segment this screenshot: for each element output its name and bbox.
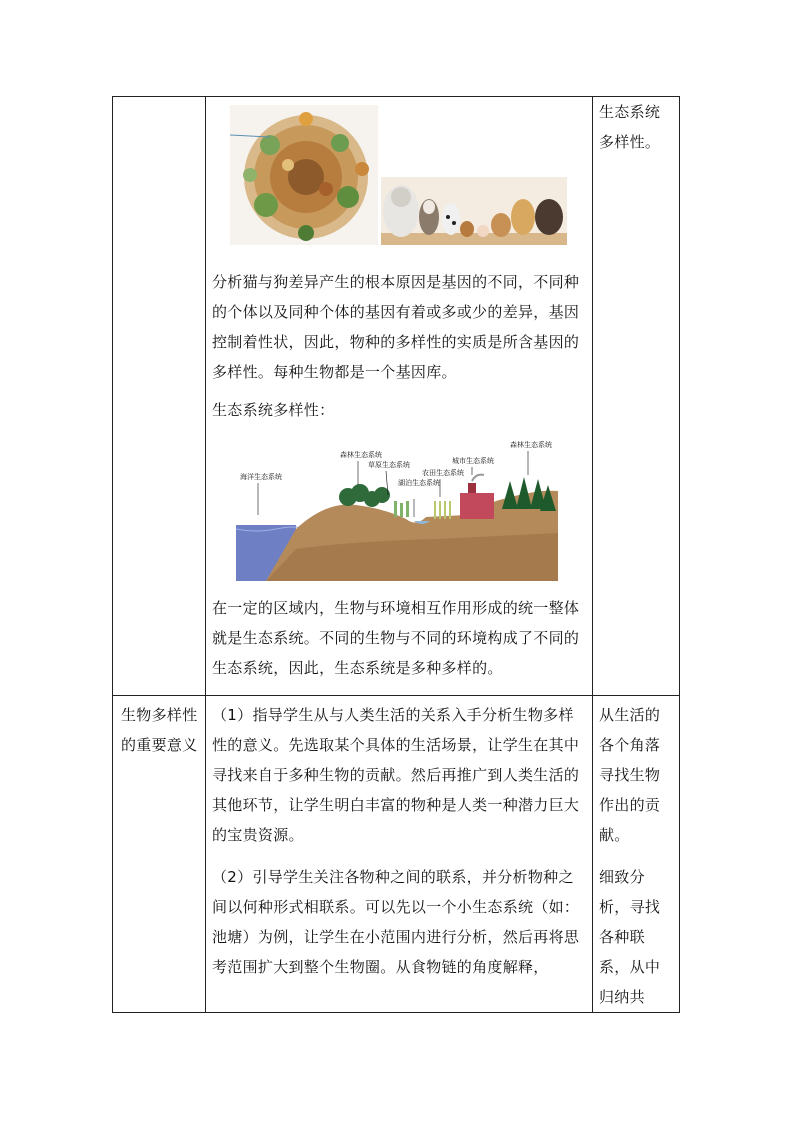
- label-city-ecosystem: 城市生态系统: [452, 457, 494, 465]
- table-cell-content: [206, 97, 593, 696]
- significance-paragraph-1: （1）指导学生从与人类生活的关系入手分析生物多样性的意义。先选取某个具体的生活场景，让学生在其中寻找来自于多种生物的贡献。然后再推广到人类生活的其他环节，让学生明白丰富的物种是人类一种潜力巨大的宝贵资源。: [212, 706, 580, 844]
- dog-breeds-photo: [381, 177, 567, 245]
- table-cell-note: [593, 696, 680, 1013]
- label-farmland-ecosystem: 农田生态系统: [422, 469, 464, 477]
- cell-text: [113, 97, 205, 101]
- table-row: [113, 97, 680, 696]
- table-row: [113, 696, 680, 1013]
- cell-text: 生态系统多样性。: [599, 103, 661, 151]
- note-text-a: 从生活的各个角落寻找生物作出的贡献。: [599, 706, 661, 844]
- label-ocean-ecosystem: 海洋生态系统: [240, 473, 282, 481]
- label-forest-ecosystem-2: 森林生态系统: [510, 441, 552, 449]
- species-images: [206, 97, 592, 245]
- ecosystem-diversity-heading: 生态系统多样性：: [212, 401, 335, 419]
- table-cell-topic: [113, 97, 206, 696]
- table-cell-topic: [113, 696, 206, 1013]
- gene-diversity-paragraph: 分析猫与狗差异产生的根本原因是基因的不同，不同种的个体以及同种个体的基因有着或多或少的差异，基因控制着性状，因此，物种的多样性的实质是所含基因的多样性。每种生物都是一个基因库。: [212, 273, 580, 381]
- species-diversity-illustration: [230, 105, 378, 245]
- label-lake-ecosystem: 湖泊生态系统: [398, 479, 440, 487]
- label-grassland-ecosystem: 草原生态系统: [368, 461, 410, 469]
- ecosystem-paragraph: 在一定的区域内，生物与环境相互作用形成的统一整体就是生态系统。不同的生物与不同的环境构成了不同的生态系统，因此，生态系统是多种多样的。: [212, 599, 580, 677]
- note-text-b: 细致分析，寻找各种联系，从中归纳共: [599, 868, 661, 1006]
- topic-title: 生物多样性的重要意义: [121, 706, 198, 754]
- table-cell-note: [593, 97, 680, 696]
- table-cell-content: [206, 696, 593, 1013]
- label-forest-ecosystem: 森林生态系统: [340, 451, 382, 459]
- lesson-table: [112, 96, 680, 1013]
- significance-paragraph-2: （2）引导学生关注各物种之间的联系，并分析物种之间以何种形式相联系。可以先以一个小生态系统（如：池塘）为例，让学生在小范围内进行分析，然后再将思考范围扩大到整个生物圈。从食物链的角度解释，: [212, 868, 580, 976]
- ecosystem-diagram: [236, 429, 558, 581]
